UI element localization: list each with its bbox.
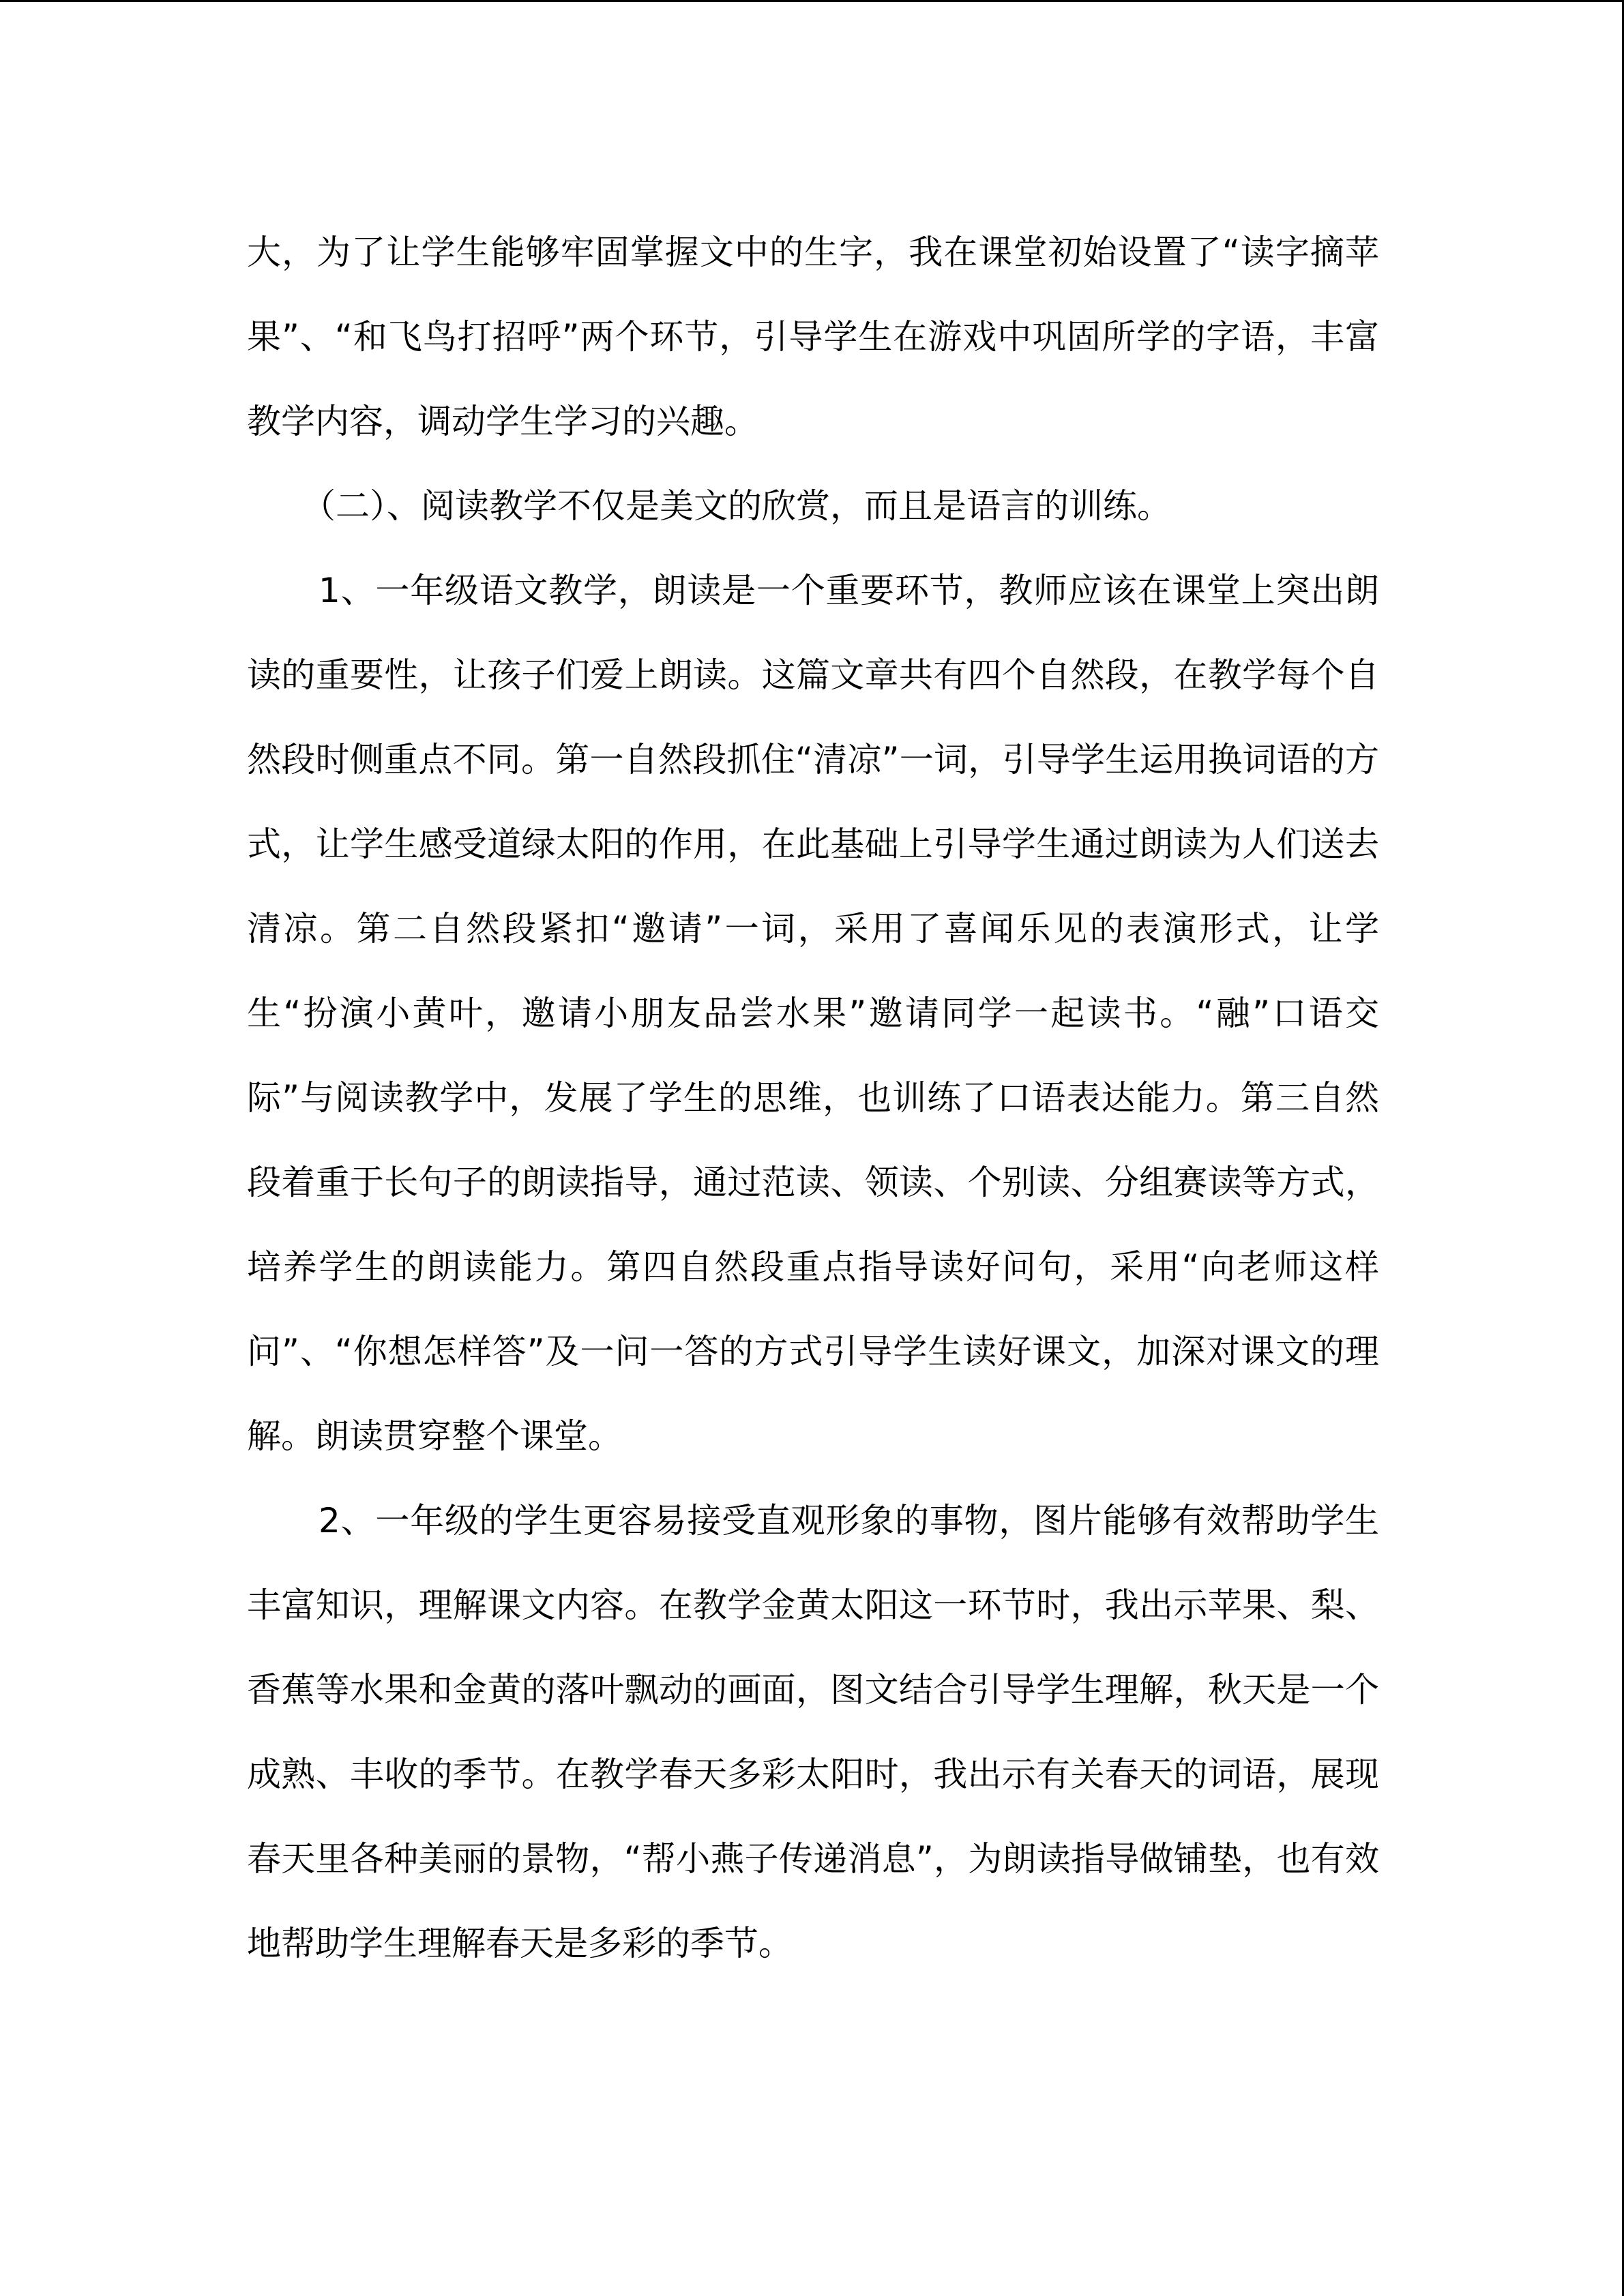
paragraph-item-2-pictures: 2、一年级的学生更容易接受直观形象的事物，图片能够有效帮助学生丰富知识，理解课文内容。在教学金黄太阳这一环节时，我出示苹果、梨、香蕉等水果和金黄的落叶飘动的画面，图文结合引导学生理解，秋天是一个成熟、丰收的季节。在教学春天多彩太阳时，我出示有关春天的词语，展现春天里各种美丽的景物，“帮小燕子传递消息”，为朗读指导做铺垫，也有效地帮助学生理解春天是多彩的季节。 bbox=[247, 1501, 1379, 1963]
paragraph-continuation: 大，为了让学生能够牢固掌握文中的生字，我在课堂初始设置了“读字摘苹果”、“和飞鸟打招呼”两个环节，引导学生在游戏中巩固所学的字语，丰富教学内容，调动学生学习的兴趣。 bbox=[247, 233, 1379, 441]
page-border-top bbox=[0, 0, 1624, 2]
document-body bbox=[247, 210, 1379, 1986]
paragraph-item-1-reading-aloud: 1、一年级语文教学，朗读是一个重要环节，教师应该在课堂上突出朗读的重要性，让孩子们爱上朗读。这篇文章共有四个自然段，在教学每个自然段时侧重点不同。第一自然段抓住“清凉”一词，引导学生运用换词语的方式，让学生感受道绿太阳的作用，在此基础上引导学生通过朗读为人们送去清凉。第二自然段紧扣“邀请”一词，采用了喜闻乐见的表演形式，让学生“扮演小黄叶，邀请小朋友品尝水果”邀请同学一起读书。“融”口语交际”与阅读教学中，发展了学生的思维，也训练了口语表达能力。第三自然段着重于长句子的朗读指导，通过范读、领读、个别读、分组赛读等方式，培养学生的朗读能力。第四自然段重点指导读好问句，采用“向老师这样问”、“你想怎样答”及一问一答的方式引导学生读好课文，加深对课文的理解。朗读贯穿整个课堂。 bbox=[247, 571, 1379, 1456]
section-heading-reading-teaching: （二）、阅读教学不仅是美文的欣赏，而且是语言的训练。 bbox=[301, 486, 1171, 526]
